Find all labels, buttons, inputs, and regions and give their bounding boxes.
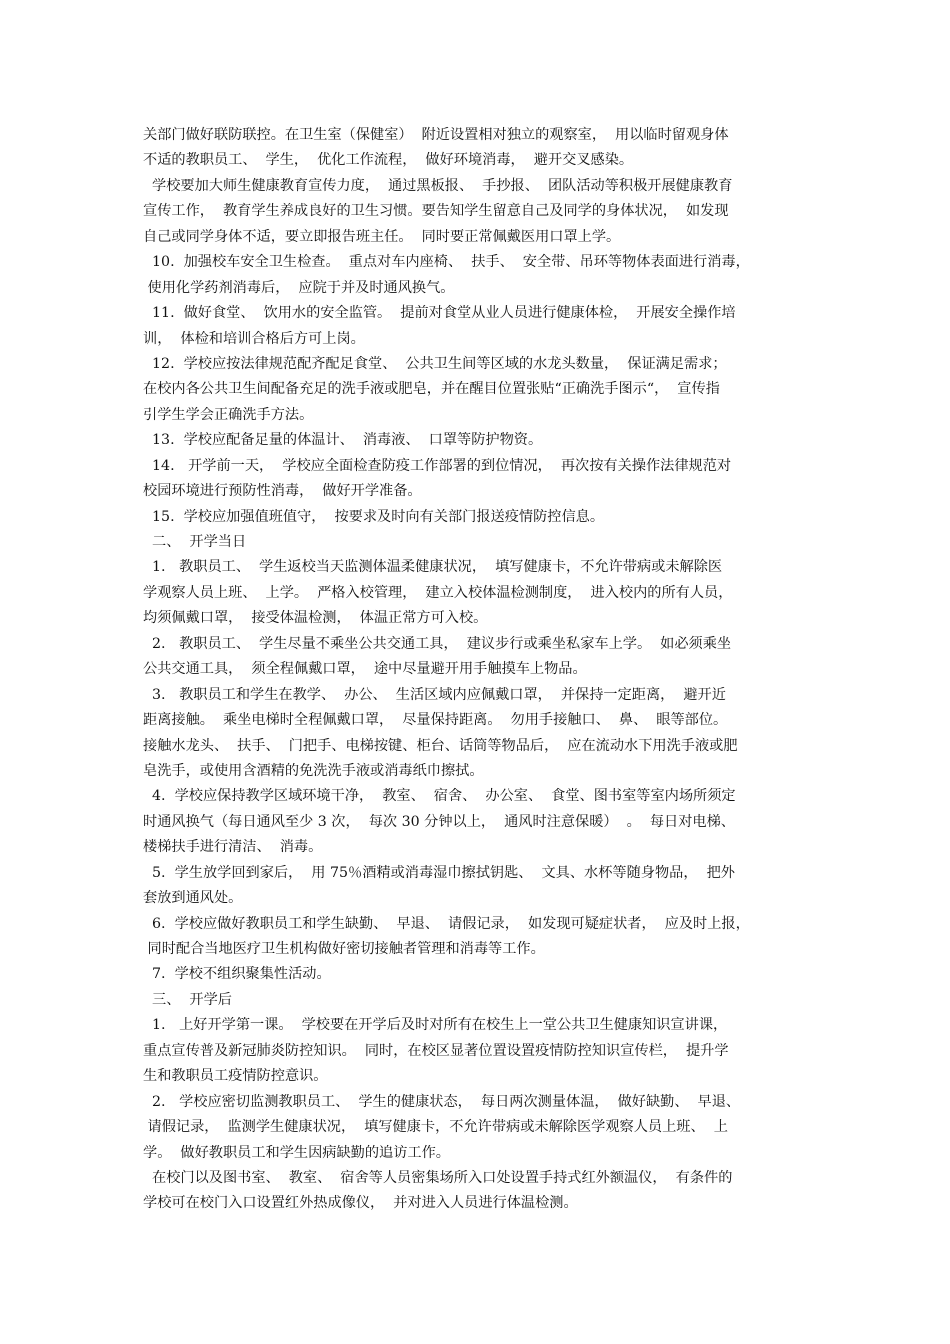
- text-line: 2. 学校应密切监测教职员工、 学生的健康状态， 每日两次测量体温， 做好缺勤、 早退、: [143, 1093, 741, 1110]
- text-line: 校园环境进行预防性消毒， 做好开学准备。: [143, 483, 422, 500]
- text-line: 生和教职员工疫情防控意识。: [143, 1068, 328, 1085]
- text-line: 2. 教职员工、 学生尽量不乘坐公共交通工具， 建议步行或乘坐私家车上学。 如必须乘坐: [143, 635, 732, 652]
- text-line: 11. 做好食堂、 饮用水的安全监管。 提前对食堂从业人员进行健康体检， 开展安全操作培: [143, 305, 736, 322]
- text-line: 同时配合当地医疗卫生机构做好密切接触者管理和消毒等工作。: [143, 941, 545, 957]
- text-line: 1. 上好开学第一课。 学校要在开学后及时对所有在校生上一堂公共卫生健康知识宣讲课，: [143, 1017, 728, 1034]
- text-line: 5. 学生放学回到家后， 用 75％酒精或消毒湿巾擦拭钥匙、 文具、水杯等随身物品， 把外: [143, 864, 735, 881]
- text-line: 使用化学药剂消毒后， 应院于并及时通风换气。: [143, 279, 455, 296]
- text-line: 不适的教职员工、 学生， 优化工作流程， 做好环境消毒， 避开交叉感染。: [143, 152, 634, 169]
- text-line: 宣传工作， 教育学生养成良好的卫生习惯。要告知学生留意自己及同学的身体状况， 如发现: [143, 203, 729, 220]
- text-line: 10. 加强校车安全卫生检查。 重点对车内座椅、 扶手、 安全带、吊环等物体表面进行消毒，: [143, 254, 750, 271]
- text-line: 均须佩戴口罩， 接受体温检测， 体温正常方可入校。: [143, 610, 488, 627]
- text-line: 4. 学校应保持教学区域环境干净， 教室、 宿舍、 办公室、 食堂、图书室等室内场所须定: [143, 788, 736, 805]
- document-body: [143, 123, 823, 1217]
- text-line: 14. 开学前一天， 学校应全面检查防疫工作部署的到位情况， 再次按有关操作法律规范对: [143, 457, 732, 474]
- text-line: 15. 学校应加强值班值守， 按要求及时向有关部门报送疫情防控信息。: [143, 508, 605, 525]
- text-line: 学校要加大师生健康教育宣传力度， 通过黑板报、 手抄报、 团队活动等积极开展健康教育: [143, 177, 733, 194]
- text-line: 重点宣传普及新冠肺炎防控知识。 同时，在校区显著位置设置疫情防控知识宣传栏， 提升学: [143, 1042, 729, 1059]
- section-heading: 二、 开学当日: [143, 534, 247, 550]
- text-line: 套放到通风处。: [143, 890, 243, 907]
- text-line: 自己或同学身体不适，要立即报告班主任。 同时要正常佩戴医用口罩上学。: [143, 228, 621, 245]
- text-line: 训， 体检和培训合格后方可上岗。: [143, 330, 365, 347]
- section-heading: 三、 开学后: [143, 991, 232, 1008]
- text-line: 1. 教职员工、 学生返校当天监测体温柔健康状况， 填写健康卡，不允许带病或未解除医: [143, 559, 723, 576]
- text-line: 公共交通工具， 须全程佩戴口罩， 途中尽量避开用手触摸车上物品。: [143, 661, 587, 678]
- text-line: 13. 学校应配备足量的体温计、 消毒液、 口罩等防护物资。: [143, 432, 543, 449]
- text-line: 楼梯扶手进行清洁、 消毒。: [143, 839, 323, 856]
- text-line: 6. 学校应做好教职员工和学生缺勤、 早退、 请假记录， 如发现可疑症状者， 应及时上报，: [143, 915, 750, 932]
- text-line: 学校可在校门入口设置红外热成像仪， 并对进入人员进行体温检测。: [143, 1195, 578, 1212]
- text-line: 接触水龙头、 扶手、 门把手、电梯按键、柜台、话筒等物品后， 应在流动水下用洗手液或肥: [143, 737, 738, 754]
- text-line: 学观察人员上班、 上学。 严格入校管理， 建立入校体温检测制度， 进入校内的所有人员，: [143, 584, 733, 601]
- text-line: 3. 教职员工和学生在教学、 办公、 生活区域内应佩戴口罩， 并保持一定距离， 避开近: [143, 686, 726, 703]
- text-line: 在校内各公共卫生间配备充足的洗手液或肥皂，并在醒目位置张贴“正确洗手图示“， 宣传指: [143, 381, 720, 398]
- text-line: 皂洗手，或使用含酒精的免洗洗手液或消毒纸巾擦拭。: [143, 762, 484, 779]
- text-line: 引学生学会正确洗手方法。: [143, 406, 314, 423]
- text-line: 学。 做好教职员工和学生因病缺勤的追访工作。: [143, 1144, 450, 1161]
- text-line: 请假记录， 监测学生健康状况， 填写健康卡，不允许带病或未解除医学观察人员上班、 上: [143, 1119, 728, 1136]
- text-line: 距离接触。 乘坐电梯时全程佩戴口罩， 尽量保持距离。 勿用手接触口、 鼻、 眼等部位。: [143, 712, 728, 729]
- text-line: 7. 学校不组织聚集性活动。: [143, 966, 331, 983]
- text-line: 在校门以及图书室、 教室、 宿舍等人员密集场所入口处设置手持式红外额温仪， 有条件的: [143, 1169, 733, 1186]
- text-line: 时通风换气（每日通风至少 3 次， 每次 30 分钟以上， 通风时注意保暖） 。 每日对电梯、: [143, 813, 735, 830]
- text-line: 12. 学校应按法律规范配齐配足食堂、 公共卫生间等区域的水龙头数量， 保证满足需求；: [143, 355, 727, 372]
- text-line: 关部门做好联防联控。在卫生室（保健室） 附近设置相对独立的观察室， 用以临时留观身体: [143, 127, 729, 143]
